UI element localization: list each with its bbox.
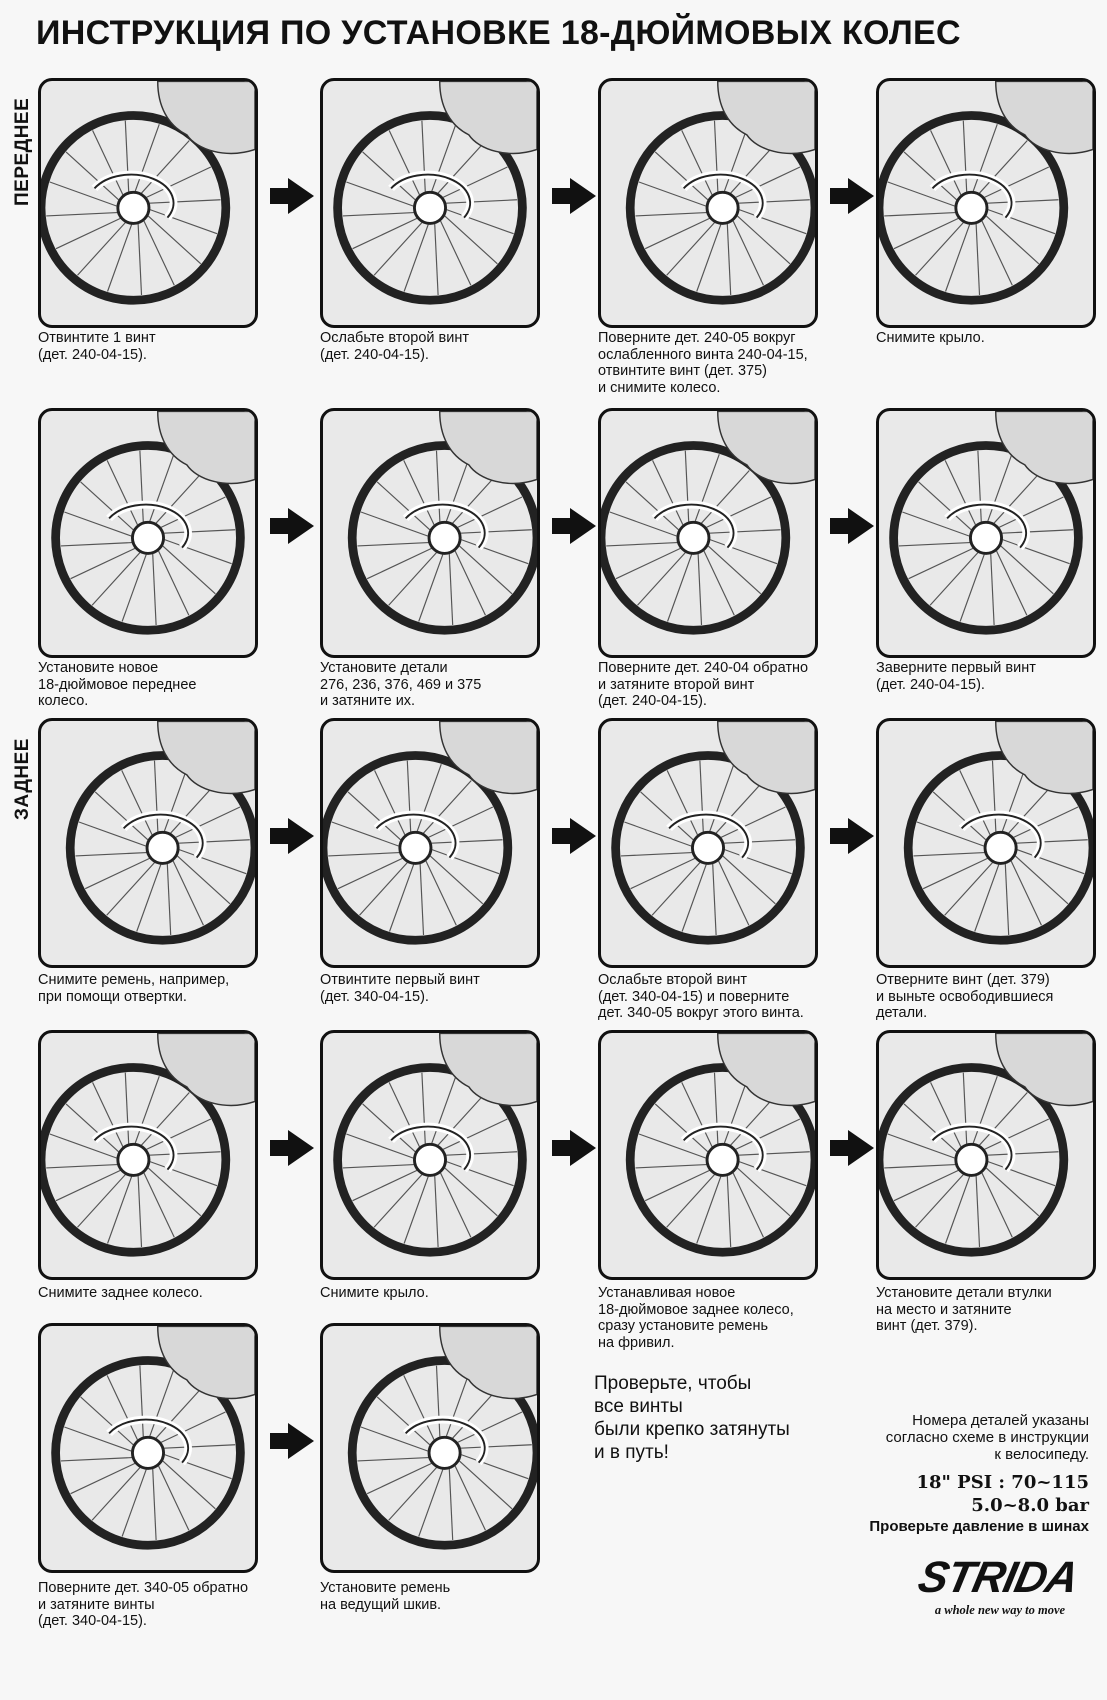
step-caption: Установите детали 276, 236, 376, 469 и 375 и затяните их. — [320, 660, 482, 709]
wheel-photo-icon — [323, 81, 537, 325]
step-caption: Ослабьте второй винт (дет. 240-04-15). — [320, 330, 469, 363]
fender-photo-icon — [879, 81, 1093, 325]
next-step-arrow-icon — [570, 508, 596, 544]
step-photo — [598, 1030, 818, 1280]
next-step-arrow-icon — [288, 1423, 314, 1459]
next-step-arrow-icon — [288, 178, 314, 214]
parts-note: Номера деталей указаны согласно схеме в инструкции к велосипеду. — [885, 1412, 1089, 1463]
next-step-arrow-icon — [570, 818, 596, 854]
wheel-photo-icon — [41, 1326, 255, 1570]
step-caption: Поверните дет. 240-05 вокруг ослабленного винта 240-04-15, отвинтите винт (дет. 375) и снимите колесо. — [598, 330, 808, 396]
step-caption: Поверните дет. 340-05 обратно и затяните винты (дет. 340-04-15). — [38, 1580, 249, 1629]
step-photo — [320, 718, 540, 968]
step-photo — [598, 78, 818, 328]
next-step-arrow-icon — [570, 178, 596, 214]
step-caption: Отверните винт (дет. 379) и выньте освободившиеся детали. — [876, 972, 1054, 1021]
next-step-arrow-icon — [848, 508, 874, 544]
final-note: Проверьте, чтобы все винты были крепко затянуты и в путь! — [594, 1373, 790, 1463]
next-step-arrow-icon — [288, 508, 314, 544]
wheel-photo-icon — [41, 411, 255, 655]
step-photo — [876, 1030, 1096, 1280]
wheel-photo-icon — [601, 1033, 815, 1277]
wheel-photo-icon — [601, 721, 815, 965]
tire-pressure-check: Проверьте давление в шинах — [869, 1518, 1089, 1535]
step-photo — [876, 408, 1096, 658]
step-photo — [598, 718, 818, 968]
step-caption: Отвинтите 1 винт (дет. 240-04-15). — [38, 330, 156, 363]
step-photo — [320, 408, 540, 658]
strida-logo — [908, 1555, 1088, 1621]
brand-name: STRIDA — [914, 1553, 1083, 1602]
next-step-arrow-icon — [288, 818, 314, 854]
step-photo — [598, 408, 818, 658]
step-caption: Снимите ремень, например, при помощи отвертки. — [38, 972, 230, 1005]
step-photo — [38, 78, 258, 328]
hub-photo-icon — [879, 1033, 1093, 1277]
step-photo — [320, 78, 540, 328]
belt-photo-icon — [41, 721, 255, 965]
step-caption: Отвинтите первый винт (дет. 340-04-15). — [320, 972, 480, 1005]
step-photo — [38, 1323, 258, 1573]
step-photo — [320, 1030, 540, 1280]
belt-photo-icon — [323, 1326, 537, 1570]
next-step-arrow-icon — [848, 818, 874, 854]
step-caption: Снимите заднее колесо. — [38, 1285, 203, 1301]
step-photo — [876, 78, 1096, 328]
page-title: ИНСТРУКЦИЯ ПО УСТАНОВКЕ 18-ДЮЙМОВЫХ КОЛЕС — [36, 14, 961, 52]
next-step-arrow-icon — [570, 1130, 596, 1166]
wheel-photo-icon — [323, 411, 537, 655]
step-caption: Снимите крыло. — [320, 1285, 429, 1301]
wheel-photo-icon — [41, 81, 255, 325]
step-caption: Устанавливая новое 18-дюймовое заднее колесо, сразу установите ремень на фривил. — [598, 1285, 794, 1351]
next-step-arrow-icon — [288, 1130, 314, 1166]
wheel-photo-icon — [41, 1033, 255, 1277]
brake-photo-icon — [601, 411, 815, 655]
wheel-photo-icon — [323, 721, 537, 965]
step-caption: Установите ремень на ведущий шкив. — [320, 1580, 451, 1613]
wheel-photo-icon — [879, 411, 1093, 655]
tire-pressure-psi: 18" PSI : 70~115 — [916, 1472, 1089, 1493]
step-caption: Ослабьте второй винт (дет. 340-04-15) и поверните дет. 340-05 вокруг этого винта. — [598, 972, 804, 1021]
section-label-rear: ЗАДНЕЕ — [12, 738, 33, 820]
wheel-photo-icon — [601, 81, 815, 325]
fender-photo-icon — [323, 1033, 537, 1277]
brand-tagline: a whole new way to move — [934, 1603, 1066, 1617]
next-step-arrow-icon — [848, 1130, 874, 1166]
section-label-front: ПЕРЕДНЕЕ — [12, 97, 33, 206]
step-caption: Установите новое 18-дюймовое переднее колесо. — [38, 660, 197, 709]
hub-photo-icon — [879, 721, 1093, 965]
step-photo — [38, 408, 258, 658]
step-photo — [320, 1323, 540, 1573]
step-photo — [38, 1030, 258, 1280]
step-photo — [38, 718, 258, 968]
step-caption: Снимите крыло. — [876, 330, 985, 346]
step-caption: Поверните дет. 240-04 обратно и затяните второй винт (дет. 240-04-15). — [598, 660, 809, 709]
step-caption: Установите детали втулки на место и затяните винт (дет. 379). — [876, 1285, 1052, 1334]
tire-pressure-bar: 5.0~8.0 bar — [971, 1495, 1089, 1516]
step-caption: Заверните первый винт (дет. 240-04-15). — [876, 660, 1036, 693]
step-photo — [876, 718, 1096, 968]
next-step-arrow-icon — [848, 178, 874, 214]
